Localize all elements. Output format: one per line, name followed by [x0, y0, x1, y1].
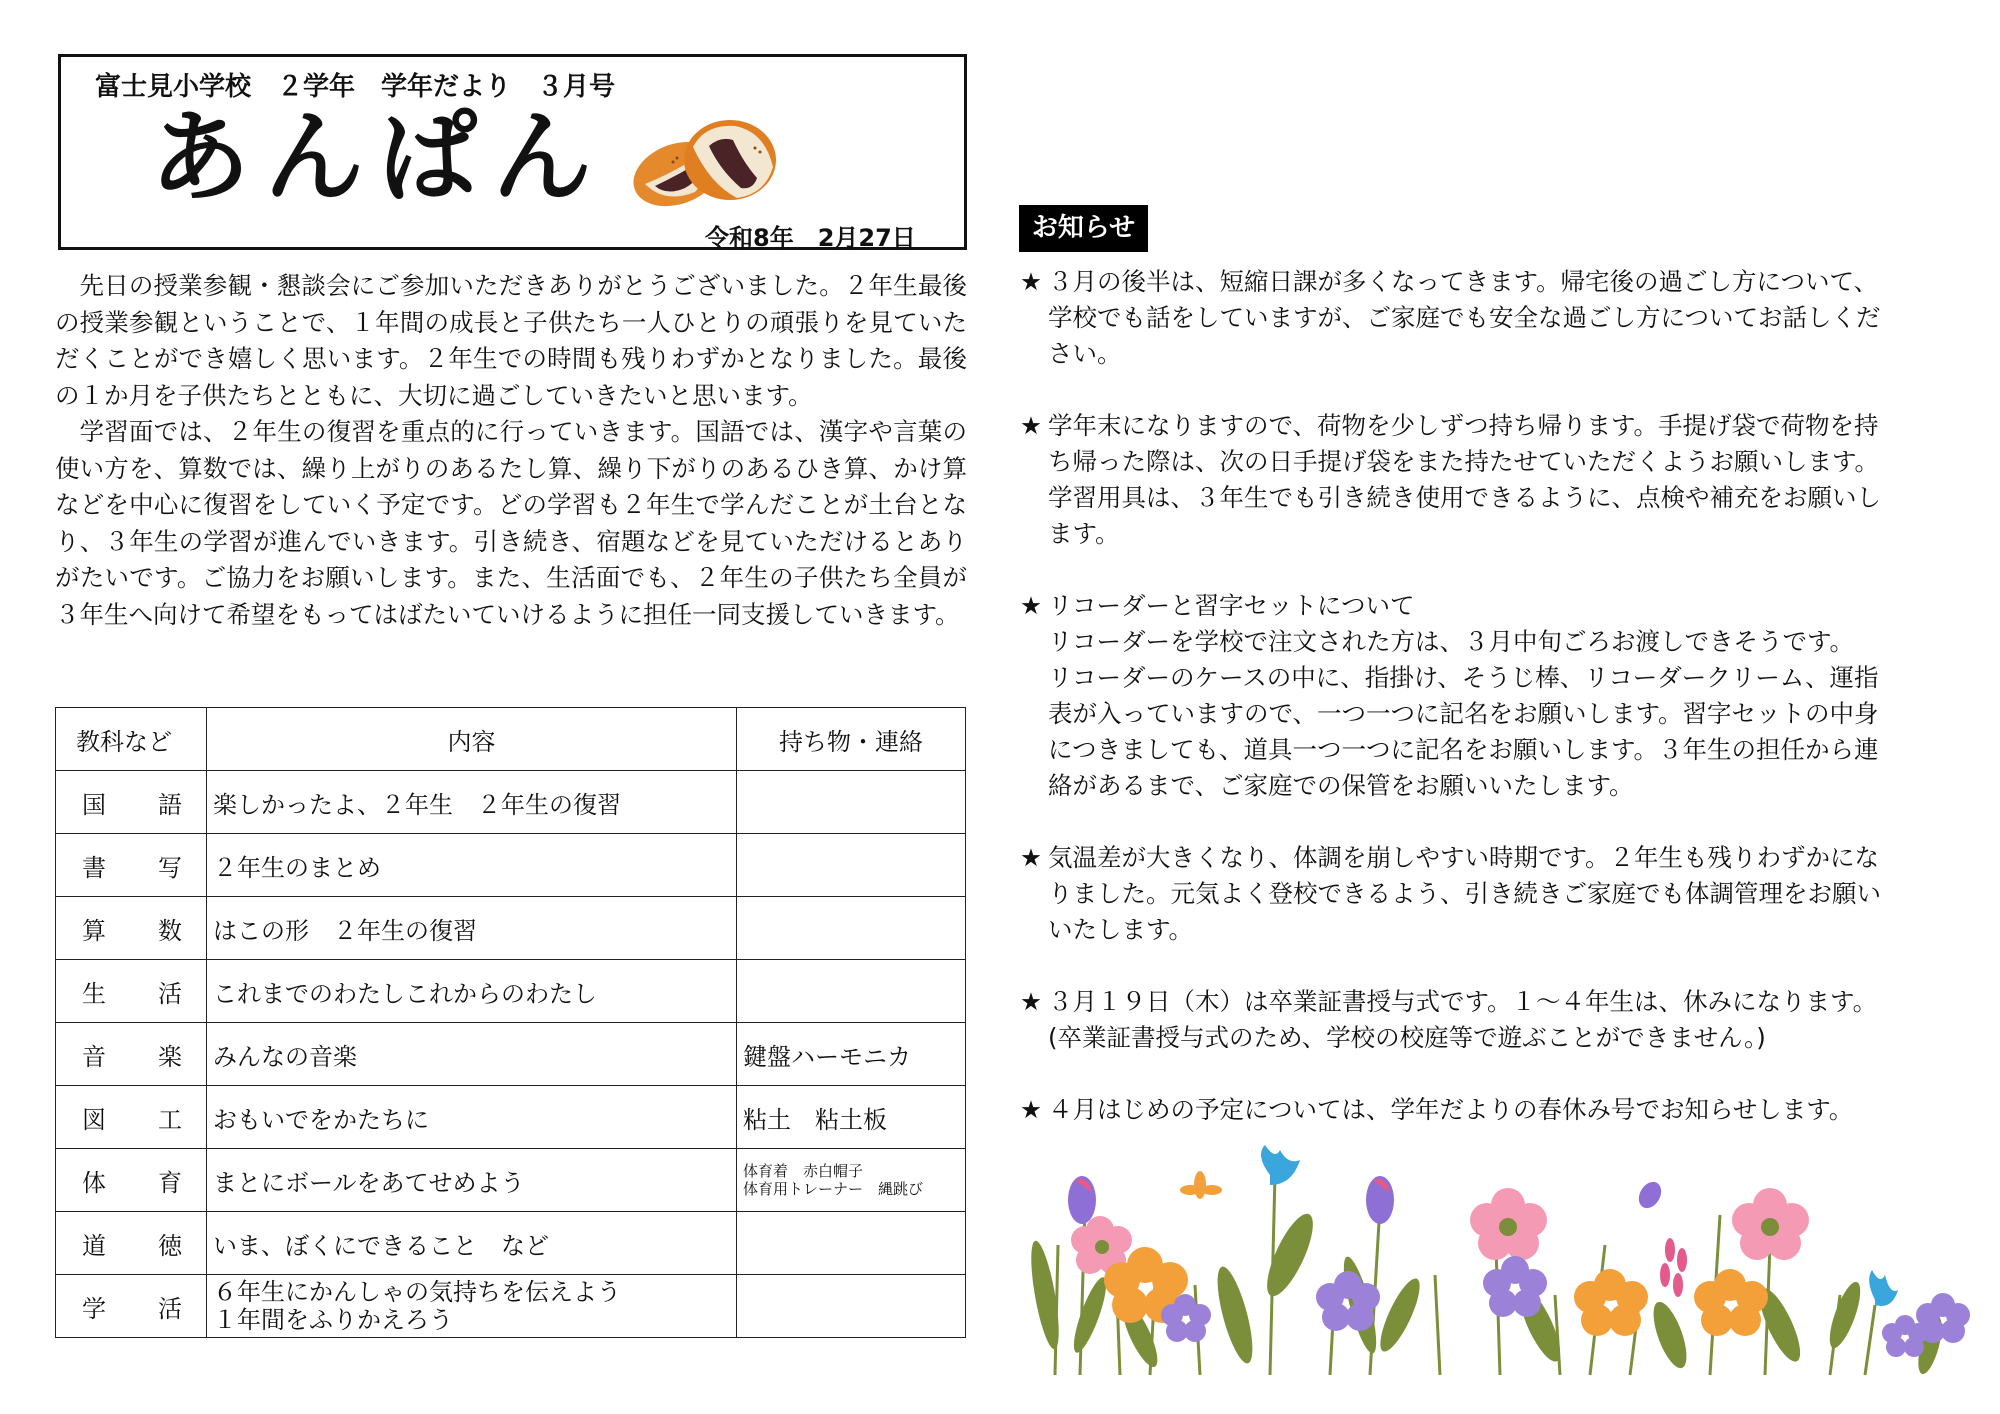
- subject-cell: 書 写: [56, 834, 207, 897]
- anpan-bread-icon: [625, 112, 785, 212]
- subject-schedule-table: [55, 707, 966, 1338]
- content-cell: いま、ぼくにできること など: [207, 1212, 737, 1275]
- spring-flowers-illustration: [1030, 1145, 1980, 1380]
- table-row: [56, 771, 966, 834]
- table-row: [56, 1086, 966, 1149]
- notice-item: ★ リコーダーと習字セットについて リコーダーを学校で注文された方は、３月中旬ごろお渡しできそうです。 リコーダーのケースの中に、指掛け、そうじ棒、リコーダークリーム、運指 表が入っていますので、一つ一つに記名をお願いします。習字セットの中身 につきましても、道具一つ一つに記名をお願いします。３年生の担任から連 絡があるまで、ご家庭での保管をお願いいたします。: [1020, 588, 1940, 804]
- star-bullet-icon: ★: [1020, 267, 1042, 296]
- subject-cell: 算 数: [56, 897, 207, 960]
- subject-cell: 道 徳: [56, 1212, 207, 1275]
- column-header-subject: 教科など: [56, 708, 207, 771]
- notice-item: ★ 学年末になりますので、荷物を少しずつ持ち帰ります。手提げ袋で荷物を持 ち帰った際は、次の日手提げ袋をまた持たせていただくようお願いします。 学習用具は、３年生でも引き続き使用できるように、点検や補充をお願いし ます。: [1020, 408, 1940, 552]
- items-cell: [737, 1275, 966, 1338]
- newsletter-subtitle: 富士見小学校 ２学年 学年だより ３月号: [95, 72, 616, 102]
- notices-heading: お知らせ: [1019, 205, 1148, 252]
- table-row: [56, 1023, 966, 1086]
- issue-date: 令和8年 2月27日: [705, 224, 916, 252]
- star-bullet-icon: ★: [1020, 1095, 1042, 1124]
- content-cell: ２年生のまとめ: [207, 834, 737, 897]
- content-cell: おもいでをかたちに: [207, 1086, 737, 1149]
- subject-cell: 体 育: [56, 1149, 207, 1212]
- table-header-row: [56, 708, 966, 771]
- intro-paragraph: 先日の授業参観・懇談会にご参加いただきありがとうございました。２年生最後の授業参観ということで、１年間の成長と子供たち一人ひとりの頑張りを見ていただくことができ嬉しく思います。２年生での時間も残りわずかとなりました。最後の１か月を子供たちとともに、大切に過ごしていきたいと思います。: [55, 271, 967, 410]
- column-header-content: 内容: [207, 708, 737, 771]
- content-cell: はこの形 ２年生の復習: [207, 897, 737, 960]
- intro-text: [55, 268, 967, 633]
- notice-item: ★ ３月の後半は、短縮日課が多くなってきます。帰宅後の過ごし方について、 学校でも話をしていますが、ご家庭でも安全な過ごし方についてお話しくだ さい。: [1020, 264, 1940, 372]
- subject-cell: 国 語: [56, 771, 207, 834]
- notice-item: ★ ４月はじめの予定については、学年だよりの春休み号でお知らせします。: [1020, 1092, 1940, 1128]
- notices-list: [1020, 264, 1940, 1164]
- subject-cell: 生 活: [56, 960, 207, 1023]
- star-bullet-icon: ★: [1020, 411, 1042, 440]
- notice-item: ★ 気温差が大きくなり、体調を崩しやすい時期です。２年生も残りわずかにな りました。元気よく登校できるよう、引き続きご家庭でも体調管理をお願い いたします。: [1020, 840, 1940, 948]
- table-row: [56, 1212, 966, 1275]
- subject-cell: 音 楽: [56, 1023, 207, 1086]
- star-bullet-icon: ★: [1020, 987, 1042, 1016]
- table-row: [56, 960, 966, 1023]
- items-cell: 鍵盤ハーモニカ: [737, 1023, 966, 1086]
- items-cell: [737, 960, 966, 1023]
- star-bullet-icon: ★: [1020, 843, 1042, 872]
- table-row: [56, 1275, 966, 1338]
- content-cell: みんなの音楽: [207, 1023, 737, 1086]
- subject-cell: 図 工: [56, 1086, 207, 1149]
- intro-paragraph: 学習面では、２年生の復習を重点的に行っていきます。国語では、漢字や言葉の使い方を、算数では、繰り上がりのあるたし算、繰り下がりのあるひき算、かけ算などを中心に復習をしていく予定です。どの学習も２年生で学んだことが土台となり、３年生の学習が進んでいきます。引き続き、宿題などを見ていただけるとありがたいです。ご協力をお願いします。また、生活面でも、２年生の子供たち全員が３年生へ向けて希望をもってはばたいていけるように担任一同支援していきます。: [55, 417, 967, 629]
- table-row: [56, 834, 966, 897]
- table-row: [56, 1149, 966, 1212]
- content-cell: これまでのわたしこれからのわたし: [207, 960, 737, 1023]
- table-row: [56, 897, 966, 960]
- content-cell: ６年生にかんしゃの気持ちを伝えよう １年間をふりかえろう: [207, 1275, 737, 1338]
- notice-item: ★ ３月１９日（木）は卒業証書授与式です。１～４年生は、休みになります。 (卒業証書授与式のため、学校の校庭等で遊ぶことができません。): [1020, 984, 1940, 1056]
- column-header-items: 持ち物・連絡: [737, 708, 966, 771]
- subject-cell: 学 活: [56, 1275, 207, 1338]
- newsletter-title: あんぱん: [150, 99, 606, 216]
- items-cell: [737, 771, 966, 834]
- content-cell: 楽しかったよ、２年生 ２年生の復習: [207, 771, 737, 834]
- items-cell: [737, 834, 966, 897]
- items-cell: 体育着 赤白帽子 体育用トレーナー 縄跳び: [737, 1149, 966, 1212]
- items-cell: [737, 1212, 966, 1275]
- content-cell: まとにボールをあてせめよう: [207, 1149, 737, 1212]
- star-bullet-icon: ★: [1020, 591, 1042, 620]
- items-cell: [737, 897, 966, 960]
- items-cell: 粘土 粘土板: [737, 1086, 966, 1149]
